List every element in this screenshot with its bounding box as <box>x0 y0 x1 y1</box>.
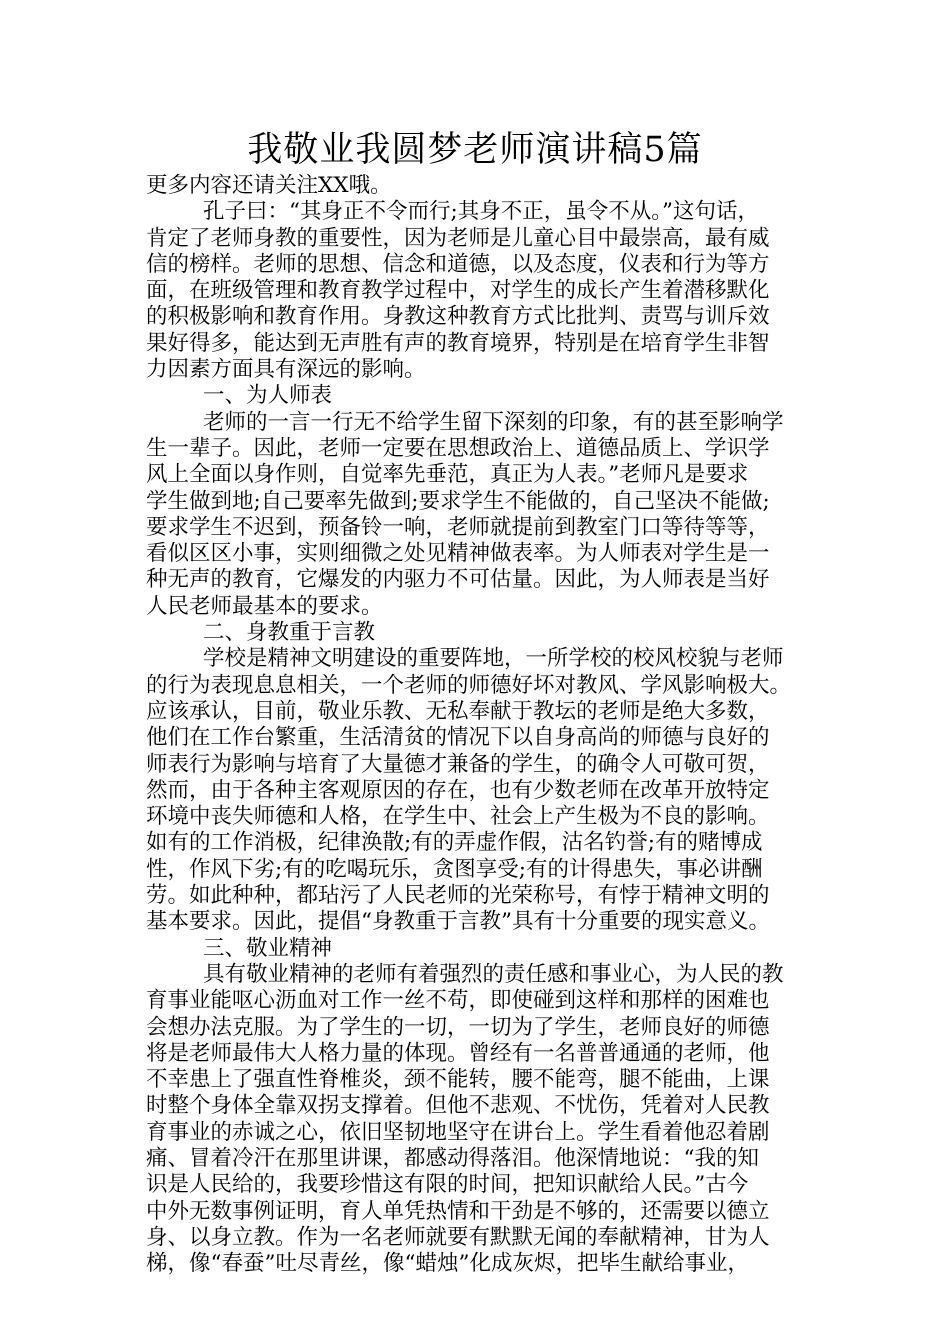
text-line: 的积极影响和教育作用。身教这种教育方式比批判、责骂与训斥效 <box>146 304 770 330</box>
text-line: 具有敬业精神的老师有着强烈的责任感和事业心，为人民的教 <box>203 961 784 987</box>
text-line: 会想办法克服。为了学生的一切，一切为了学生，老师良好的师德 <box>146 1014 770 1040</box>
document-title: 我敬业我圆梦老师演讲稿5篇 <box>247 130 703 170</box>
text-line: 基本要求。因此，提倡“身教重于言教”具有十分重要的现实意义。 <box>146 909 770 935</box>
text-line: 风上全面以身作则，自觉率先垂范，真正为人表。”老师凡是要求 <box>146 462 749 488</box>
text-line: 将是老师最伟大人格力量的体现。曾经有一名普普通通的老师，他 <box>146 1040 770 1066</box>
text-line: 识是人民给的，我要珍惜这有限的时间，把知识献给人民。”古今 <box>146 1172 749 1198</box>
text-line: 师表行为影响与培育了大量德才兼备的学生，的确令人可敬可贺， <box>146 751 770 777</box>
text-line: 性，作风下劣;有的吃喝玩乐，贪图享受;有的计得患失，事必讲酬 <box>146 856 763 882</box>
text-line: 三、敬业精神 <box>203 935 333 961</box>
text-line: 如有的工作消极，纪律涣散;有的弄虚作假，沽名钓誉;有的赌博成 <box>146 830 763 856</box>
text-line: 梯，像“春蚕”吐尽青丝，像“蜡烛”化成灰烬，把毕生献给事业， <box>146 1251 749 1277</box>
text-line: 学生做到地;自己要率先做到;要求学生不能做的，自己坚决不能做; <box>146 488 770 514</box>
text-line: 二、身教重于言教 <box>203 620 376 646</box>
text-line: 人民老师最基本的要求。 <box>146 593 383 619</box>
text-line: 然而，由于各种主客观原因的存在，也有少数老师在改革开放特定 <box>146 777 770 803</box>
text-line: 时整个身体全靠双拐支撑着。但他不悲观、不忧伤，凭着对人民教 <box>146 1093 770 1119</box>
text-line: 种无声的教育，它爆发的内驱力不可估量。因此，为人师表是当好 <box>146 567 770 593</box>
text-line: 一、为人师表 <box>203 383 333 409</box>
text-line: 果好得多，能达到无声胜有声的教育境界，特别是在培育学生非智 <box>146 330 770 356</box>
text-line: 环境中丧失师德和人格，在学生中、社会上产生极为不良的影响。 <box>146 804 770 830</box>
document-body <box>146 173 806 1277</box>
text-line: 生一辈子。因此，老师一定要在思想政治上、道德品质上、学识学 <box>146 435 770 461</box>
text-line: 劳。如此种种，都玷污了人民老师的光荣称号，有悖于精神文明的 <box>146 883 770 909</box>
text-line: 更多内容还请关注XX哦。 <box>146 173 392 198</box>
text-line: 痛、冒着冷汗在那里讲课，都感动得落泪。他深情地说：“我的知 <box>146 1145 759 1171</box>
text-line: 身、以身立教。作为一名老师就要有默默无闻的奉献精神，甘为人 <box>146 1224 770 1250</box>
text-line: 学校是精神文明建设的重要阵地，一所学校的校风校貌与老师 <box>203 646 784 672</box>
text-line: 面，在班级管理和教育教学过程中，对学生的成长产生着潜移默化 <box>146 278 770 304</box>
text-line: 信的榜样。老师的思想、信念和道德，以及态度，仪表和行为等方 <box>146 251 770 277</box>
text-line: 肯定了老师身教的重要性，因为老师是儿童心目中最崇高，最有威 <box>146 225 770 251</box>
text-line: 要求学生不迟到，预备铃一响，老师就提前到教室门口等待等等， <box>146 514 770 540</box>
text-line: 孔子曰：“其身正不令而行;其身不正，虽令不从。”这句话， <box>203 199 759 225</box>
text-line: 他们在工作台繁重，生活清贫的情况下以自身高尚的师德与良好的 <box>146 725 770 751</box>
text-line: 应该承认，目前，敬业乐教、无私奉献于教坛的老师是绝大多数， <box>146 698 770 724</box>
text-line: 育事业能呕心沥血对工作一丝不苟，即使碰到这样和那样的困难也 <box>146 988 770 1014</box>
text-line: 看似区区小事，实则细微之处见精神做表率。为人师表对学生是一 <box>146 541 770 567</box>
text-line: 老师的一言一行无不给学生留下深刻的印象，有的甚至影响学 <box>203 409 784 435</box>
text-line: 育事业的赤诚之心，依旧坚韧地坚守在讲台上。学生看着他忍着剧 <box>146 1119 770 1145</box>
text-line: 的行为表现息息相关，一个老师的师德好坏对教风、学风影响极大。 <box>146 672 792 698</box>
text-line: 中外无数事例证明，育人单凭热情和干劲是不够的，还需要以德立 <box>146 1198 770 1224</box>
text-line: 力因素方面具有深远的影响。 <box>146 357 426 383</box>
text-line: 不幸患上了强直性脊椎炎，颈不能转，腰不能弯，腿不能曲，上课 <box>146 1067 770 1093</box>
